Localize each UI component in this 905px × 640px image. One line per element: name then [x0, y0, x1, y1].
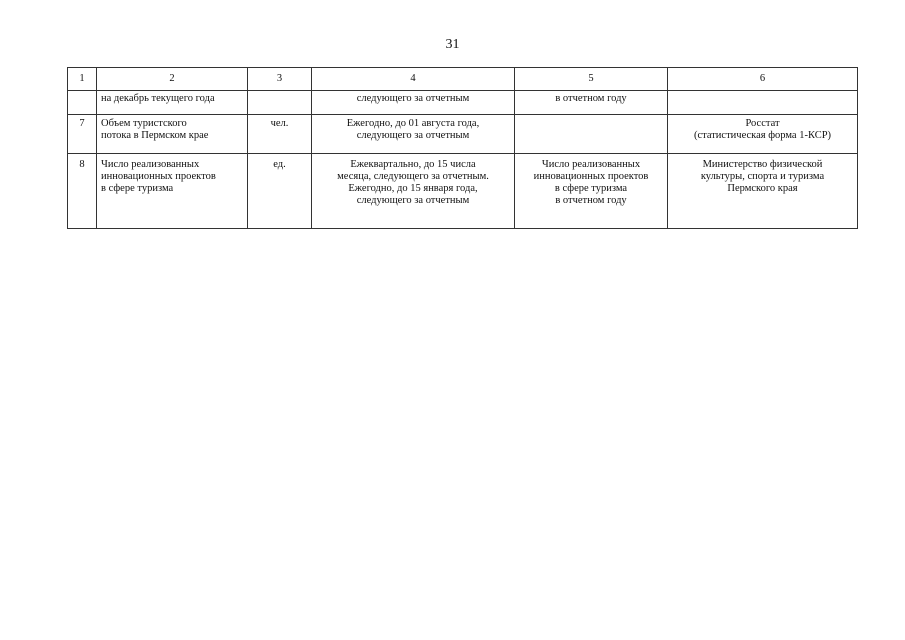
- indicator-name-cell: Объем туристского потока в Пермском крае: [97, 115, 248, 154]
- periodicity-cell: Ежегодно, до 01 августа года, следующего за отчетным: [312, 115, 515, 154]
- table-row: [68, 91, 858, 115]
- indicator-name-cell: на декабрь текущего года: [97, 91, 248, 115]
- description-cell: [515, 115, 668, 154]
- table-row: [68, 115, 858, 154]
- header-col-5: 5: [515, 68, 668, 91]
- periodicity-cell: Ежеквартально, до 15 числа месяца, следующего за отчетным. Ежегодно, до 15 января года, следующего за отчетным: [312, 154, 515, 229]
- row-number-cell: 8: [68, 154, 97, 229]
- description-cell: в отчетном году: [515, 91, 668, 115]
- header-col-6: 6: [668, 68, 858, 91]
- header-col-3: 3: [248, 68, 312, 91]
- header-col-1: 1: [68, 68, 97, 91]
- table-header-row: [68, 68, 858, 91]
- row-number-cell: [68, 91, 97, 115]
- indicator-name-cell: Число реализованных инновационных проектов в сфере туризма: [97, 154, 248, 229]
- unit-cell: [248, 91, 312, 115]
- header-col-2: 2: [97, 68, 248, 91]
- indicator-table: [67, 67, 858, 229]
- periodicity-cell: следующего за отчетным: [312, 91, 515, 115]
- unit-cell: ед.: [248, 154, 312, 229]
- source-cell: [668, 91, 858, 115]
- table-row: [68, 154, 858, 229]
- row-number-cell: 7: [68, 115, 97, 154]
- source-cell: Росстат (статистическая форма 1-КСР): [668, 115, 858, 154]
- description-cell: Число реализованных инновационных проектов в сфере туризма в отчетном году: [515, 154, 668, 229]
- page-number: 31: [445, 37, 460, 52]
- source-cell: Министерство физической культуры, спорта и туризма Пермского края: [668, 154, 858, 229]
- header-col-4: 4: [312, 68, 515, 91]
- unit-cell: чел.: [248, 115, 312, 154]
